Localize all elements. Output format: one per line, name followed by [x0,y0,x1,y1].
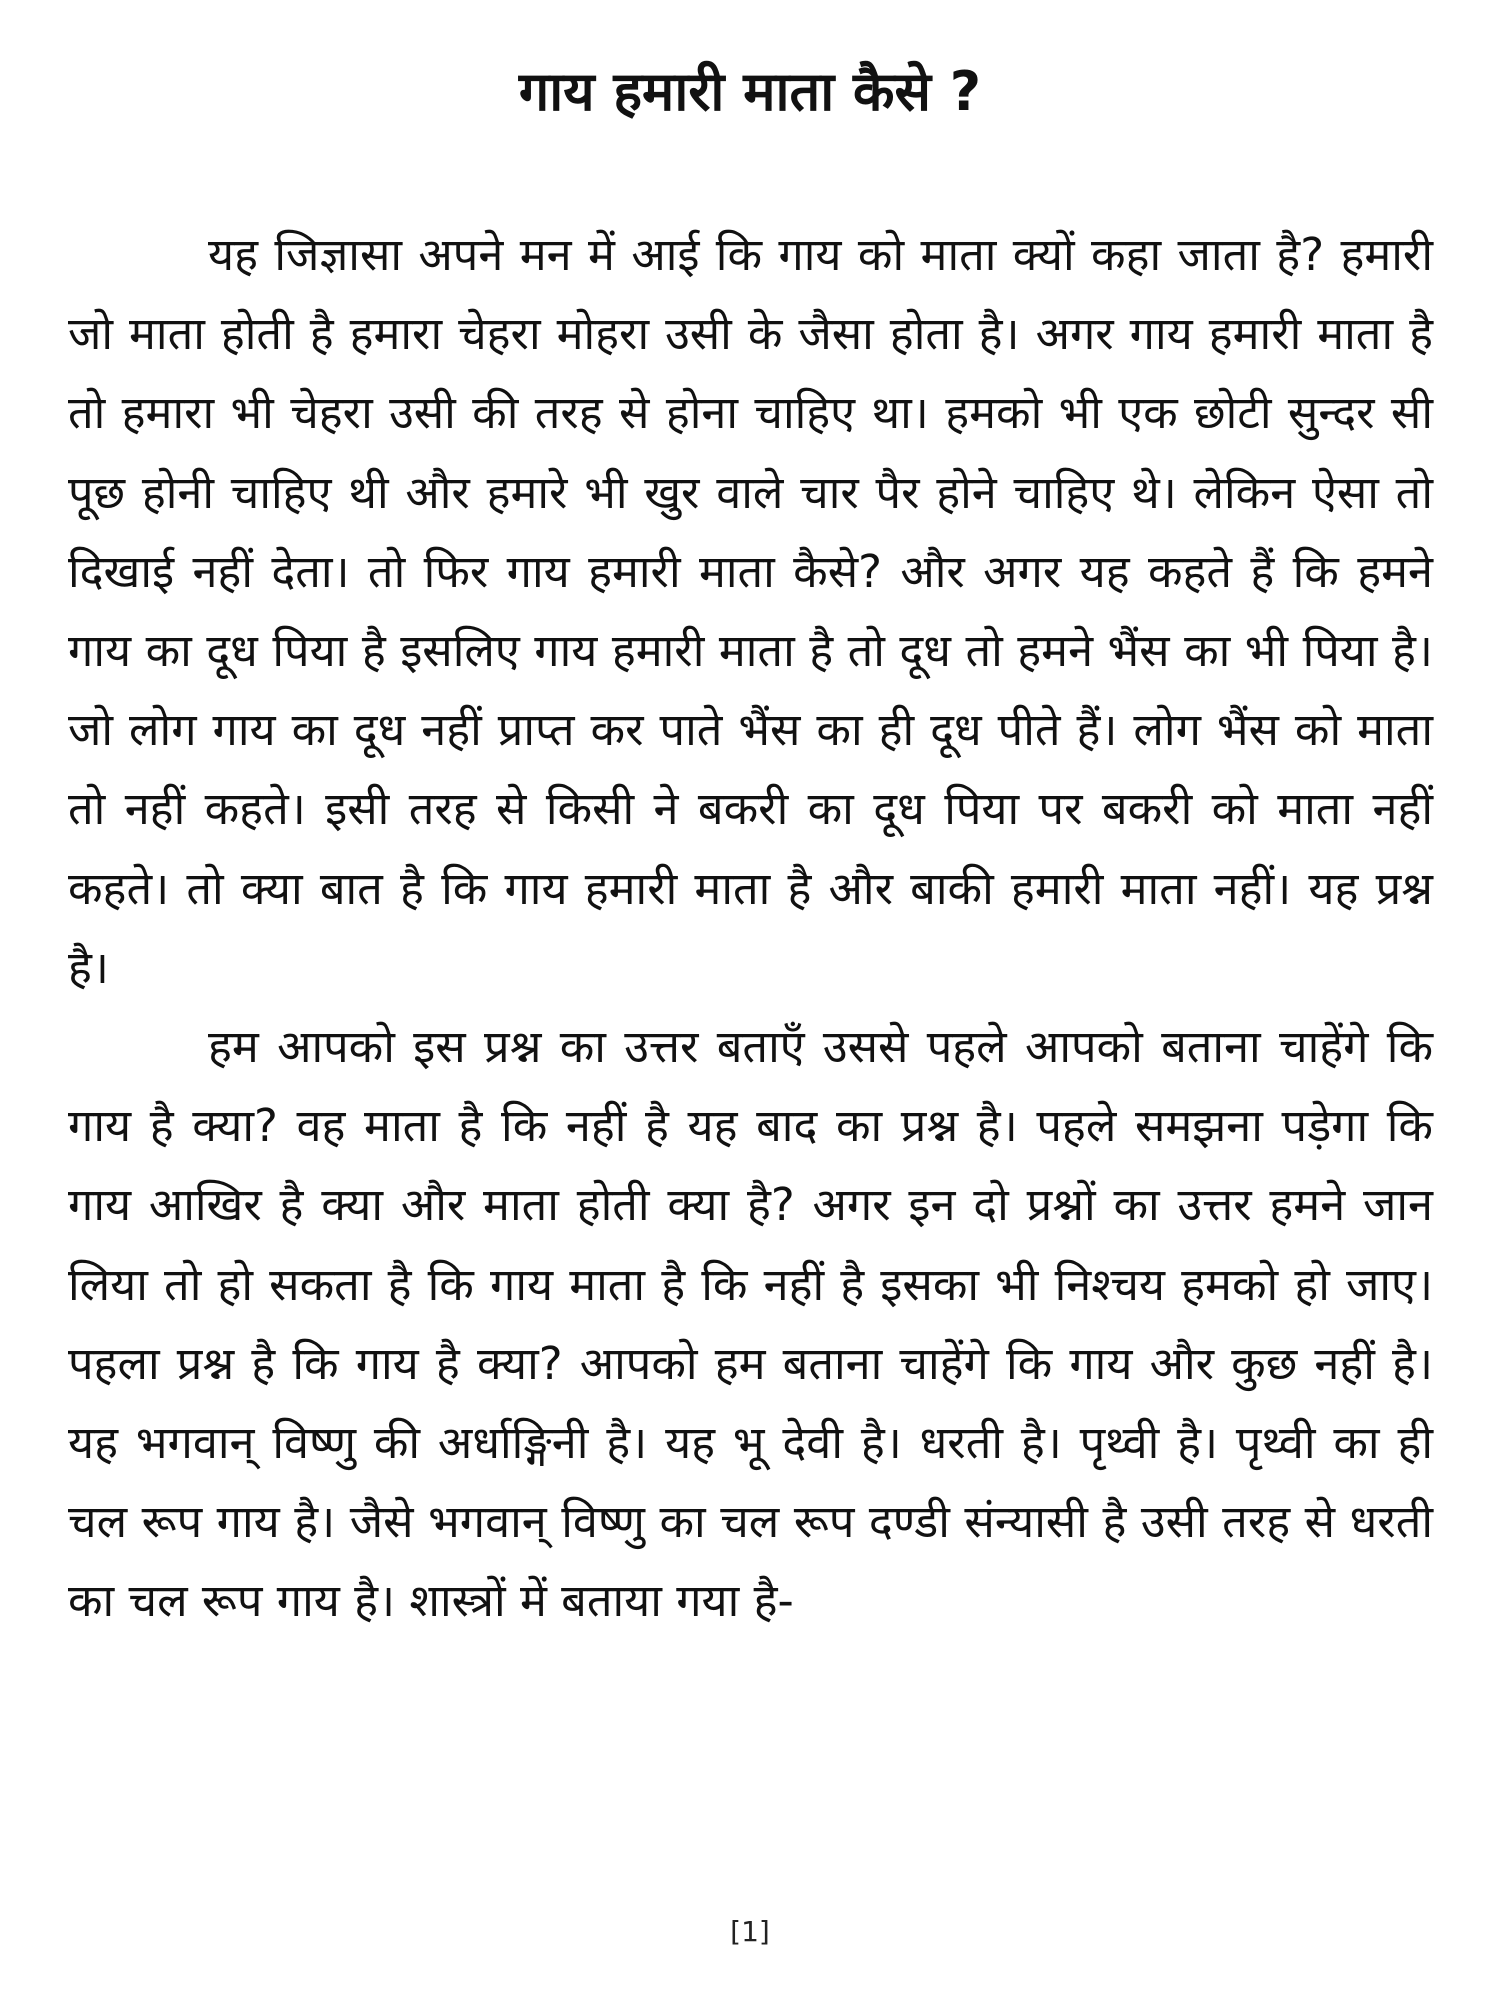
page-number: [1] [730,1915,770,1948]
paragraph-2: हम आपको इस प्रश्न का उत्तर बताएँ उससे पहले आपको बताना चाहेंगे कि गाय है क्या? वह माता है कि नहीं है यह बाद का प्रश्न है। पहले समझना पड़ेगा कि गाय आखिर है क्या और माता होती क्या है? अगर इन दो प्रश्नों का उत्तर हमने जान लिया तो हो सकता है कि गाय माता है कि नहीं है इसका भी निश्चय हमको हो जाए। पहला प्रश्न है कि गाय है क्या? आपको हम बताना चाहेंगे कि गाय और कुछ नहीं है। यह भगवान् विष्णु की अर्धाङ्गिनी है। यह भू देवी है। धरती है। पृथ्वी है। पृथ्वी का ही चल रूप गाय है। जैसे भगवान् विष्णु का चल रूप दण्डी संन्यासी है उसी तरह से धरती का चल रूप गाय है। शास्त्रों में बताया गया है- [68,1020,1433,1628]
body-text [68,215,1433,1641]
paragraph-1: यह जिज्ञासा अपने मन में आई कि गाय को माता क्यों कहा जाता है? हमारी जो माता होती है हमारा चेहरा मोहरा उसी के जैसा होता है। अगर गाय हमारी माता है तो हमारा भी चेहरा उसी की तरह से होना चाहिए था। हमको भी एक छोटी सुन्दर सी पूछ होनी चाहिए थी और हमारे भी खुर वाले चार पैर होने चाहिए थे। लेकिन ऐसा तो दिखाई नहीं देता। तो फिर गाय हमारी माता कैसे? और अगर यह कहते हैं कि हमने गाय का दूध पिया है इसलिए गाय हमारी माता है तो दूध तो हमने भैंस का भी पिया है। जो लोग गाय का दूध नहीं प्राप्त कर पाते भैंस का ही दूध पीते हैं। लोग भैंस को माता तो नहीं कहते। इसी तरह से किसी ने बकरी का दूध पिया पर बकरी को माता नहीं कहते। तो क्या बात है कि गाय हमारी माता है और बाकी हमारी माता नहीं। यह प्रश्न है। [68,228,1433,994]
page-title: गाय हमारी माता कैसे ? [518,60,982,123]
